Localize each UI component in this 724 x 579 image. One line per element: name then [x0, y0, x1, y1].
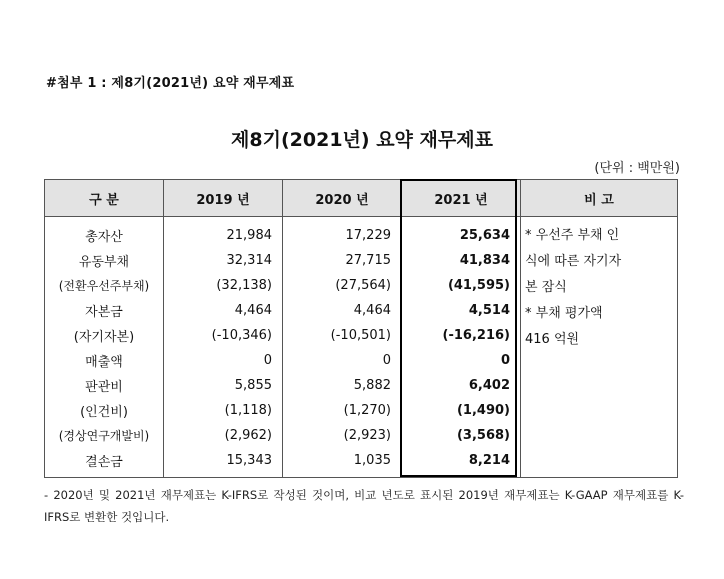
- value-2021: 25,634: [402, 217, 521, 249]
- remarks-cell: [521, 448, 678, 478]
- value-2020: 1,035: [283, 448, 402, 478]
- unit-label: (단위 : 백만원): [594, 161, 680, 176]
- value-2020: (-10,501): [283, 323, 402, 348]
- row-label: (전환우선주부채): [45, 273, 164, 298]
- value-2021: 6,402: [402, 373, 521, 398]
- value-2021: 41,834: [402, 248, 521, 273]
- value-2019: (-10,346): [164, 323, 283, 348]
- value-2020: (2,923): [283, 423, 402, 448]
- header-2020: 2020 년: [283, 180, 402, 217]
- value-2021: (3,568): [402, 423, 521, 448]
- remark-line: * 우선주 부채 인: [525, 228, 620, 243]
- table-row: [45, 373, 678, 398]
- page-title: 제8기(2021년) 요약 재무제표: [231, 129, 493, 151]
- remarks-notes: [517, 223, 673, 353]
- row-label: 매출액: [45, 348, 164, 373]
- value-2019: 0: [164, 348, 283, 373]
- remarks-cell: [521, 373, 678, 398]
- value-2019: 4,464: [164, 298, 283, 323]
- value-2020: 17,229: [283, 217, 402, 249]
- row-label: 판관비: [45, 373, 164, 398]
- header-2019: 2019 년: [164, 180, 283, 217]
- table-row: [45, 398, 678, 423]
- row-label: 총자산: [45, 217, 164, 249]
- value-2020: 0: [283, 348, 402, 373]
- value-2020: 27,715: [283, 248, 402, 273]
- remarks-cell: [521, 423, 678, 448]
- value-2019: (32,138): [164, 273, 283, 298]
- value-2020: 5,882: [283, 373, 402, 398]
- value-2020: 4,464: [283, 298, 402, 323]
- value-2021: 4,514: [402, 298, 521, 323]
- value-2019: 21,984: [164, 217, 283, 249]
- attachment-heading: #첨부 1 : 제8기(2021년) 요약 재무제표: [46, 76, 295, 91]
- table-header-row: [45, 180, 678, 217]
- value-2021: 0: [402, 348, 521, 373]
- row-label: 자본금: [45, 298, 164, 323]
- value-2019: (1,118): [164, 398, 283, 423]
- remarks-cell: [521, 398, 678, 423]
- remark-line: * 부채 평가액: [525, 306, 603, 321]
- remark-line: 식에 따른 자기자: [525, 254, 622, 269]
- value-2021: (1,490): [402, 398, 521, 423]
- value-2019: 15,343: [164, 448, 283, 478]
- header-category: 구 분: [45, 180, 164, 217]
- row-label: 결손금: [45, 448, 164, 478]
- footnote: - 2020년 및 2021년 재무제표는 K-IFRS로 작성된 것이며, 비교 년도로 표시된 2019년 재무제표는 K-GAAP 재무제표를 K-IFRS로 변환한 것입니다.: [44, 488, 684, 524]
- value-2021: 8,214: [402, 448, 521, 478]
- row-label: (인건비): [45, 398, 164, 423]
- value-2021: (-16,216): [402, 323, 521, 348]
- row-label: (자기자본): [45, 323, 164, 348]
- value-2020: (27,564): [283, 273, 402, 298]
- header-remarks: 비 고: [521, 180, 678, 217]
- value-2020: (1,270): [283, 398, 402, 423]
- table-row: [45, 448, 678, 478]
- row-label: 유동부채: [45, 248, 164, 273]
- value-2019: (2,962): [164, 423, 283, 448]
- remark-line: 416 억원: [525, 332, 580, 347]
- value-2019: 32,314: [164, 248, 283, 273]
- value-2021: (41,595): [402, 273, 521, 298]
- header-2021: 2021 년: [402, 180, 521, 217]
- remark-line: 본 잠식: [525, 280, 567, 295]
- value-2019: 5,855: [164, 373, 283, 398]
- row-label: (경상연구개발비): [45, 423, 164, 448]
- table-row: [45, 423, 678, 448]
